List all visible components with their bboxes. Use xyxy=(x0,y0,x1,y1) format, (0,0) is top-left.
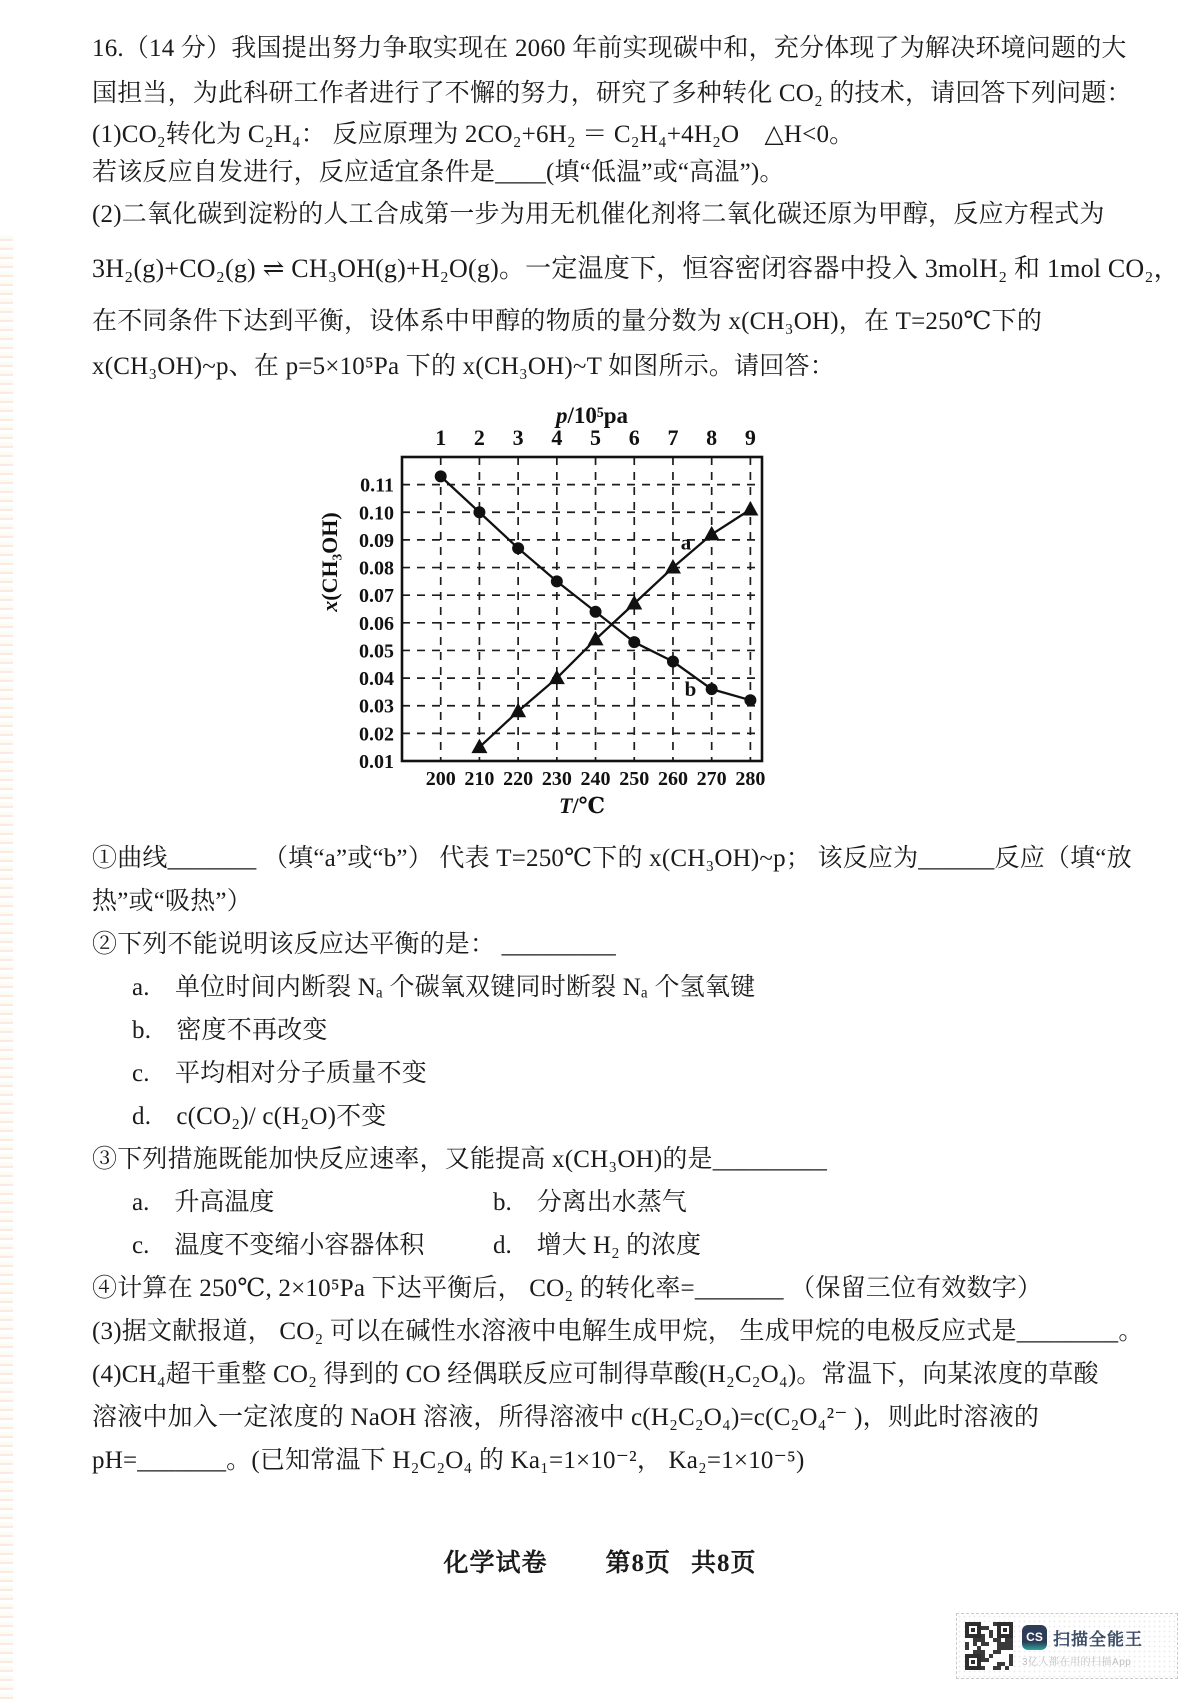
part2-intro: (2)二氧化碳到淀粉的人工合成第一步为用无机催化剂将二氧化碳还原为甲醇，反应方程式为 xyxy=(92,201,1105,228)
sub3-option-a: a. 升高温度 xyxy=(132,1189,275,1216)
camscanner-brand-text: 扫描全能王 xyxy=(1053,1629,1143,1649)
sub2-head: ②下列不能说明该反应达平衡的是： _________ xyxy=(92,931,616,958)
svg-text:6: 6 xyxy=(628,425,640,450)
chart-axis-labels xyxy=(317,403,765,818)
camscanner-watermark xyxy=(956,1613,1178,1679)
svg-text:0.03: 0.03 xyxy=(359,695,394,718)
svg-text:0.05: 0.05 xyxy=(359,640,394,663)
part4-line-1: (4)CH₄超干重整 CO₂ 得到的 CO 经偶联反应可制得草酸(H₂C₂O₄)。常温下，向某浓度的草酸 xyxy=(92,1361,1099,1388)
svg-text:260: 260 xyxy=(657,768,688,790)
svg-text:230: 230 xyxy=(541,768,572,790)
svg-text:9: 9 xyxy=(744,425,756,450)
part2-cond-line-2: x(CH₃OH)~p、在 p=5×10⁵Pa 下的 x(CH₃OH)~T 如图所示。请回答： xyxy=(92,353,835,380)
part1-blank-line: 若该反应自发进行，反应适宜条件是____(填“低温”或“高温”)。 xyxy=(92,159,785,186)
svg-text:270: 270 xyxy=(696,768,727,790)
footer-page-number: 第8页 xyxy=(605,1550,671,1577)
svg-text:5: 5 xyxy=(590,425,602,450)
q16-intro-line-1: 16.（14 分）我国提出努力争取实现在 2060 年前实现碳中和，充分体现了为解决环境问题的大 xyxy=(92,35,1127,62)
bottom-axis-title: T/℃ xyxy=(559,793,605,818)
sub2-option-d: d. c(CO₂)/ c(H₂O)不变 xyxy=(132,1103,387,1130)
sub3-option-c: c. 温度不变缩小容器体积 xyxy=(132,1232,425,1259)
footer-page-total: 共8页 xyxy=(691,1550,757,1577)
svg-text:0.08: 0.08 xyxy=(359,557,394,580)
svg-text:2: 2 xyxy=(473,425,485,450)
curve-label-b: b xyxy=(684,677,697,702)
part4-line-3: pH=_______。(已知常温下 H₂C₂O₄ 的 Ka₁=1×10⁻²， Ka₂=1×10⁻⁵) xyxy=(92,1447,805,1474)
qr-code-icon xyxy=(965,1622,1013,1670)
part2-equation: 3H₂(g)+CO₂(g) ⇌ CH₃OH(g)+H₂O(g)。一定温度下，恒容密闭容器中投入 3molH₂ 和 1mol CO₂， xyxy=(92,254,1180,283)
svg-text:0.01: 0.01 xyxy=(359,751,394,773)
sub2-option-b: b. 密度不再改变 xyxy=(132,1017,328,1044)
equilibrium-chart-svg xyxy=(317,397,797,822)
part2-cond-line-1: 在不同条件下达到平衡，设体系中甲醇的物质的量分数为 x(CH₃OH)，在 T=250℃下的 xyxy=(92,308,1043,335)
svg-text:7: 7 xyxy=(667,425,679,450)
camscanner-logo-icon: CS xyxy=(1022,1625,1047,1650)
sub3-options-row-2 xyxy=(92,1224,1132,1267)
svg-text:220: 220 xyxy=(503,768,534,790)
svg-text:250: 250 xyxy=(619,768,650,790)
part1-equation: (1)CO₂转化为 C₂H₄： 反应原理为 2CO₂+6H₂ ＝ C₂H₄+4H₂O △H<0。 xyxy=(92,121,855,148)
chart-grid xyxy=(402,457,762,761)
sub2-option-a: a. 单位时间内断裂 Nₐ 个碳氧双键同时断裂 Nₐ 个氢氧键 xyxy=(132,974,756,1001)
sub3-options-row-1 xyxy=(92,1181,1132,1224)
part3-line: (3)据文献报道， CO₂ 可以在碱性水溶液中电解生成甲烷， 生成甲烷的电极反应式是________。 xyxy=(92,1318,1144,1345)
part4-line-2: 溶液中加入一定浓度的 NaOH 溶液，所得溶液中 c(H₂C₂O₄)=c(C₂O₄²⁻ )，则此时溶液的 xyxy=(92,1404,1040,1431)
svg-text:0.11: 0.11 xyxy=(360,474,394,497)
svg-text:210: 210 xyxy=(464,768,495,790)
svg-text:8: 8 xyxy=(706,425,718,450)
sub3-option-b: b. 分离出水蒸气 xyxy=(493,1189,687,1216)
chart-plot-border xyxy=(402,457,762,761)
page-footer xyxy=(0,1543,1200,1579)
svg-text:240: 240 xyxy=(580,768,611,790)
sub3-option-d: d. 增大 H₂ 的浓度 xyxy=(493,1232,702,1259)
svg-text:0.02: 0.02 xyxy=(359,723,394,746)
svg-text:0.09: 0.09 xyxy=(359,529,394,552)
svg-text:280: 280 xyxy=(735,768,766,790)
q16-intro-line-2: 国担当，为此科研工作者进行了不懈的努力，研究了多种转化 CO₂ 的技术，请回答下列问题： xyxy=(92,80,1132,107)
svg-text:0.04: 0.04 xyxy=(359,668,394,691)
sub1-line-2: 热”或“吸热”） xyxy=(92,888,252,915)
svg-text:0.07: 0.07 xyxy=(359,585,394,608)
sub1-line-1: ①曲线_______ （填“a”或“b”） 代表 T=250℃下的 x(CH₃OH)~p； 该反应为______反应（填“放 xyxy=(92,845,1132,872)
svg-text:0.10: 0.10 xyxy=(359,502,394,525)
sub4-line: ④计算在 250℃, 2×10⁵Pa 下达平衡后， CO₂ 的转化率=_______ （保留三位有效数字） xyxy=(92,1275,1043,1302)
svg-text:3: 3 xyxy=(512,425,524,450)
svg-text:4: 4 xyxy=(551,425,563,450)
y-axis-title: x(CH₃OH) xyxy=(317,512,342,612)
scan-artifact-left-edge xyxy=(0,233,13,1699)
camscanner-tagline: 3亿人都在用的扫描App xyxy=(1022,1656,1132,1668)
top-axis-title: p/10⁵pa xyxy=(555,403,629,428)
curve-label-a: a xyxy=(680,530,692,555)
svg-text:0.06: 0.06 xyxy=(359,612,394,635)
footer-subject: 化学试卷 xyxy=(443,1550,548,1577)
svg-text:200: 200 xyxy=(425,768,456,790)
sub3-head: ③下列措施既能加快反应速率，又能提高 x(CH₃OH)的是_________ xyxy=(92,1146,828,1173)
equilibrium-chart xyxy=(317,397,797,827)
sub2-option-c: c. 平均相对分子质量不变 xyxy=(132,1060,427,1087)
svg-text:1: 1 xyxy=(435,425,447,450)
question-16 xyxy=(92,26,1180,1482)
